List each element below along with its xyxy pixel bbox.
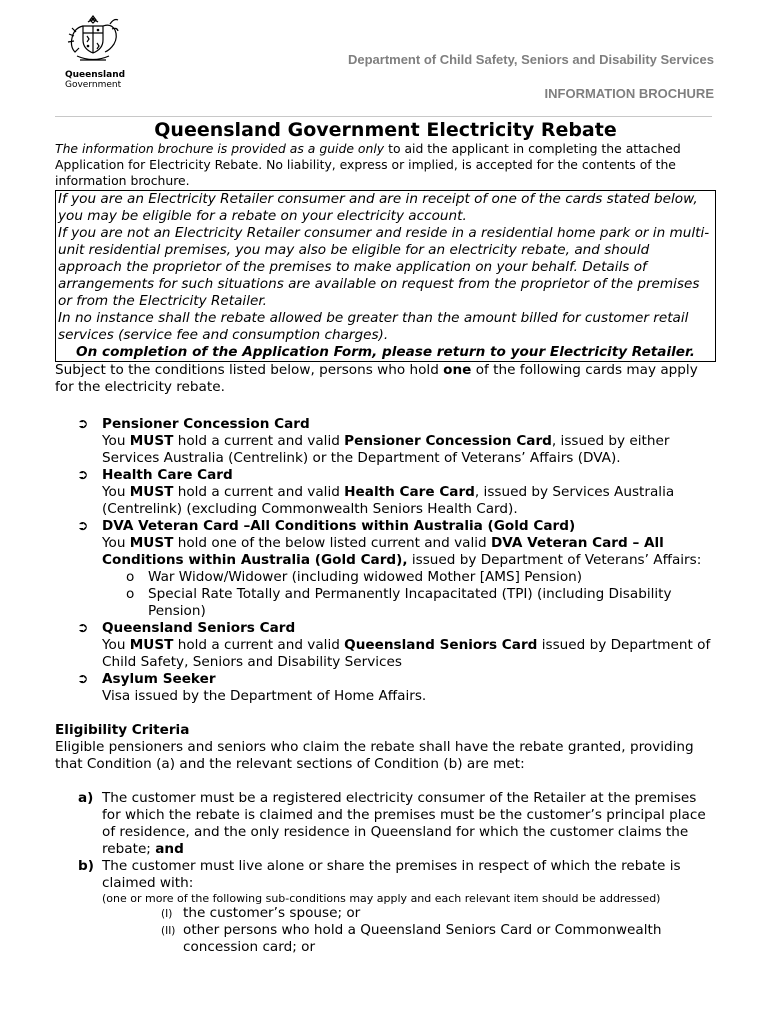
card-title: Health Care Card [102, 467, 233, 483]
arrow-bullet-icon: ➲ [77, 416, 89, 432]
page-title: Queensland Government Electricity Rebate [154, 119, 617, 141]
notice-paragraph-3: In no instance shall the rebate allowed be greater than the amount billed for customer retail services (service fee and consumption charges). [58, 310, 689, 343]
notice-box [55, 190, 716, 362]
coat-of-arms-icon [62, 12, 124, 70]
list-item [55, 416, 716, 467]
subject-bold: one [443, 362, 472, 378]
notice-return-instruction: On completion of the Application Form, please return to your Electricity Retailer. [76, 344, 695, 360]
condition-and: and [155, 841, 184, 857]
condition-b [55, 858, 716, 905]
list-item [55, 467, 716, 518]
condition-text: The customer must be a registered electricity consumer of the Retailer at the premises for which the rebate is claimed and the premises must be the customer’s principal place of residence, and the only residence in Queensland for which the customer claims the rebate; [102, 790, 706, 857]
list-item [126, 586, 716, 620]
pension-type: Special Rate Totally and Permanently Incapacitated (TPI) (including Disability Pension) [148, 586, 672, 619]
condition-a [55, 790, 716, 858]
card-title: Asylum Seeker [102, 671, 216, 687]
department-name: Department of Child Safety, Seniors and Disability Services [347, 52, 714, 67]
logo-line-government: Government [65, 80, 122, 90]
eligibility-intro: Eligible pensioners and seniors who claim the rebate shall have the rebate granted, providing that Condition (a) and the relevant sections of Condition (b) are met: [55, 739, 694, 772]
sub-condition-label: (I) [161, 908, 173, 920]
sub-condition-text: other persons who hold a Queensland Seniors Card or Commonwealth concession card; or [183, 922, 662, 955]
logo-line-queensland: Queensland [65, 70, 126, 80]
card-description: You MUST hold a current and valid Health Care Card, issued by Services Australia (Centrelink) (excluding Commonwealth Seniors Health Card). [102, 484, 675, 517]
arrow-bullet-icon: ➲ [77, 518, 89, 534]
condition-note: (one or more of the following sub-conditions may apply and each relevant item should be addressed) [102, 892, 661, 905]
notice-paragraph-2: If you are not an Electricity Retailer consumer and reside in a residential home park or in multi-unit residential premises, you may also be eligible for an electricity rebate, and should approach the proprietor of the premises to make application on your behalf. Details of arrangements for such situations are available on request from the proprietor of the premises or from the Electricity Retailer. [58, 225, 710, 309]
arrow-bullet-icon: ➲ [77, 671, 89, 687]
list-item [126, 569, 716, 586]
intro-rest: to aid the applicant in completing the attached Application for Electricity Rebate. No liability, express or implied, is accepted for the contents of the information brochure. [55, 141, 681, 188]
document-body [55, 119, 716, 956]
subject-paragraph [55, 362, 716, 396]
list-item [55, 671, 716, 705]
intro-paragraph [55, 141, 716, 189]
sub-condition-text: the customer’s spouse; or [183, 905, 361, 921]
sub-condition-i [55, 905, 716, 922]
subject-text-1: Subject to the conditions listed below, persons who hold [55, 362, 444, 378]
condition-text: The customer must live alone or share the premises in respect of which the rebate is claimed with: [102, 858, 681, 891]
card-description: You MUST hold a current and valid Queensland Seniors Card issued by Department of Child Safety, Seniors and Disability Services [102, 637, 711, 670]
card-description: You MUST hold a current and valid Pensioner Concession Card, issued by either Services Australia (Centrelink) or the Department of Veterans’ Affairs (DVA). [102, 433, 670, 466]
eligibility-heading: Eligibility Criteria [55, 722, 190, 738]
condition-label: a) [78, 790, 94, 806]
document-type: INFORMATION BROCHURE [544, 86, 714, 101]
arrow-bullet-icon: ➲ [77, 467, 89, 483]
condition-label: b) [78, 858, 94, 874]
queensland-government-logo [60, 12, 132, 90]
sub-condition-label: (II) [161, 925, 176, 937]
card-description: Visa issued by the Department of Home Affairs. [102, 688, 427, 704]
pension-type-list [102, 569, 716, 620]
pension-type: War Widow/Widower (including widowed Mother [AMS] Pension) [148, 569, 583, 585]
circle-bullet-icon: o [126, 586, 135, 602]
card-title: Queensland Seniors Card [102, 620, 296, 636]
list-item [55, 620, 716, 671]
subject-text-2: of the following cards may apply for the electricity rebate. [55, 362, 698, 395]
intro-italic: The information brochure is provided as a guide only [55, 141, 385, 156]
card-title: DVA Veteran Card –All Conditions within Australia (Gold Card) [102, 518, 576, 534]
card-title: Pensioner Concession Card [102, 416, 310, 432]
notice-paragraph-1: If you are an Electricity Retailer consumer and are in receipt of one of the cards stated below, you may be eligible for a rebate on your electricity account. [58, 191, 698, 224]
circle-bullet-icon: o [126, 569, 135, 585]
card-description: You MUST hold one of the below listed current and valid DVA Veteran Card – All Conditions within Australia (Gold Card), issued by Department of Veterans’ Affairs: [102, 535, 702, 568]
eligible-cards-list [55, 416, 716, 705]
arrow-bullet-icon: ➲ [77, 620, 89, 636]
sub-condition-ii [55, 922, 716, 956]
list-item [55, 518, 716, 620]
header-divider [55, 116, 712, 117]
